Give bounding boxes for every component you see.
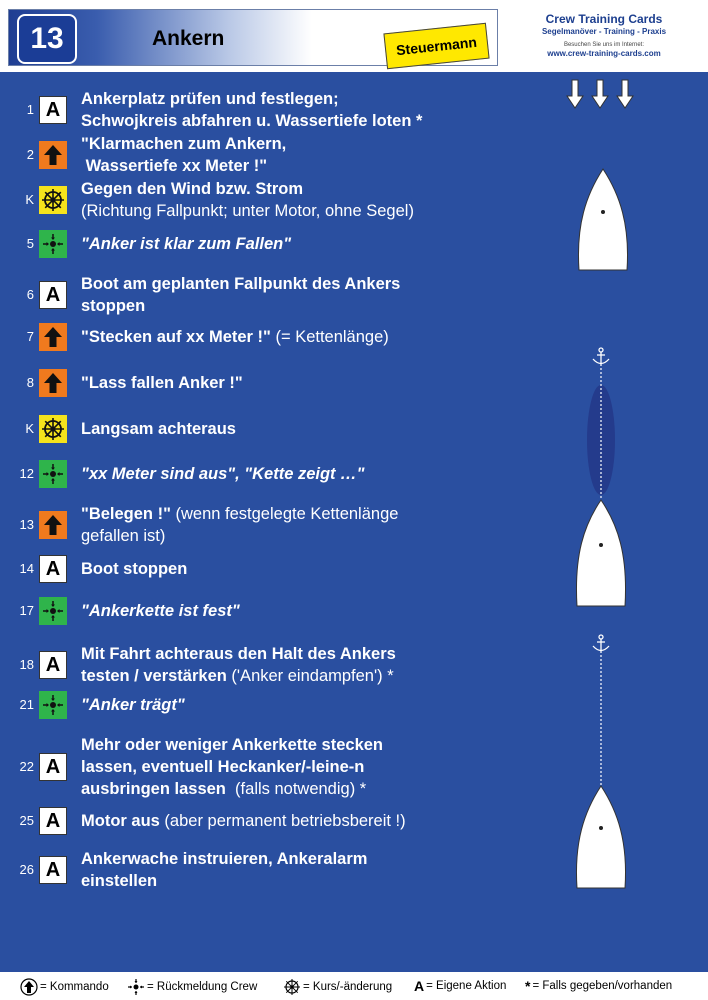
step-number: 18 [19,657,34,672]
step-text-bold: Mehr oder weniger Ankerkette stecken [81,736,383,754]
step-number: 25 [19,813,34,828]
step-text [81,133,476,177]
step-number: 14 [19,561,34,576]
step-text [81,326,476,348]
crew-report-icon [39,597,67,625]
step-text [81,694,476,716]
step-text-line [81,643,476,665]
step-row [0,326,470,356]
step-text [81,273,476,317]
step-text-bold: Boot stoppen [81,560,188,578]
action-a-icon: A [39,651,67,679]
step-text-bold: Mit Fahrt achteraus den Halt des Ankers [81,645,396,663]
step-text [81,418,476,440]
step-text-bold: "xx Meter sind aus", "Kette zeigt …" [81,465,365,483]
step-number: 12 [19,466,34,481]
step-row [0,418,470,448]
step-text-bold: ausbringen lassen [81,780,226,798]
action-a-icon: A [39,807,67,835]
step-text-line [81,848,476,870]
step-text [81,600,476,622]
action-a-icon: A [39,753,67,781]
role-badge: Steuermann [383,23,489,70]
step-text-line [81,503,476,525]
step-text-line [81,525,476,547]
step-text-line [81,778,476,800]
step-text-line [81,756,476,778]
step-text-line [81,665,476,687]
step-text-line [81,810,476,832]
step-text-line [81,463,476,485]
step-text-bold: Gegen den Wind bzw. Strom [81,180,303,198]
step-text [81,643,476,687]
step-number: 2 [26,147,34,162]
step-text [81,734,476,800]
step-number: 26 [19,862,34,877]
step-text [81,88,476,132]
step-text-bold: "Anker ist klar zum Fallen" [81,235,292,253]
step-text-line [81,734,476,756]
step-text [81,503,476,547]
step-row [0,734,470,800]
step-number: 6 [26,287,34,302]
step-text-bold: "Stecken auf xx Meter !" [81,328,271,346]
step-text-bold: Ankerwache instruieren, Ankeralarm [81,850,368,868]
step-number: 1 [26,102,34,117]
step-text-bold: "Ankerkette ist fest" [81,602,240,620]
legend-footer [0,972,708,1000]
step-text [81,463,476,485]
step-text-normal: gefallen ist) [81,527,166,545]
step-text-line [81,870,476,892]
brand-block [508,12,700,58]
crew-report-icon [39,691,67,719]
step-text-normal: (Richtung Fallpunkt; unter Motor, ohne Segel) [81,202,414,220]
step-text-line [81,326,476,348]
card-number: 13 [17,14,77,64]
step-number: K [25,421,34,436]
command-arrow-icon [39,323,67,351]
step-row [0,273,470,317]
step-text-line [81,418,476,440]
step-text-bold: "Lass fallen Anker !" [81,374,243,392]
crew-report-icon [127,978,145,996]
step-text-bold: Boot am geplanten Fallpunkt des Ankers [81,275,401,293]
brand-url-link[interactable]: www.crew-training-cards.com [547,49,661,58]
step-text-bold: einstellen [81,872,158,890]
command-arrow-icon [39,369,67,397]
action-a-icon: A [39,96,67,124]
step-text-line [81,110,476,132]
step-text [81,372,476,394]
step-row [0,848,470,892]
step-row [0,600,470,630]
step-text-line [81,372,476,394]
step-text [81,558,476,580]
step-text-line [81,295,476,317]
step-row [0,503,470,547]
step-number: 7 [26,329,34,344]
legend-kommando: = Kommando [20,978,109,996]
boat-icon [576,786,625,888]
wind-arrows-icon [567,80,633,108]
step-text [81,810,476,832]
helm-wheel-icon [39,186,67,214]
shadow-ellipse [587,385,615,495]
step-row [0,133,470,177]
crew-report-icon [39,230,67,258]
step-row [0,463,470,493]
anchor-icon [593,348,609,366]
step-text-line [81,600,476,622]
action-a-icon: A [39,856,67,884]
step-text-bold: Schwojkreis abfahren u. Wassertiefe loten * [81,112,423,130]
step-text-normal: (= Kettenlänge) [270,328,389,346]
step-text [81,848,476,892]
step-row [0,372,470,402]
step-number: 17 [19,603,34,618]
step-text [81,233,476,255]
step-text-bold: Langsam achteraus [81,420,236,438]
step-number: 13 [19,517,34,532]
step-text-bold: testen / verstärken [81,667,227,685]
header [0,0,708,72]
step-row [0,558,470,588]
step-number: 22 [19,759,34,774]
step-text-line [81,273,476,295]
step-text-line [81,88,476,110]
step-text-bold: Wassertiefe xx Meter !" [81,157,268,175]
step-text-normal: ('Anker eindampfen') * [226,667,394,685]
step-row [0,810,470,840]
boat-icon [578,169,627,270]
command-arrow-icon [39,511,67,539]
legend-rueckmeldung: = Rückmeldung Crew [127,978,257,996]
step-text-line [81,694,476,716]
step-row [0,178,470,222]
brand-title: Crew Training Cards [545,12,663,26]
step-number: 21 [19,697,34,712]
legend-kurs: = Kurs/-änderung [283,978,392,996]
brand-subtitle: Segelmanöver - Training - Praxis [541,27,667,36]
step-text-line [81,558,476,580]
boat-icon [576,500,625,606]
page-title: Ankern [152,27,225,50]
helm-wheel-icon [39,415,67,443]
step-text-bold: Motor aus [81,812,160,830]
step-text-bold: "Anker trägt" [81,696,185,714]
crew-report-icon [39,460,67,488]
step-text-line [81,233,476,255]
action-a-icon: A [39,555,67,583]
step-text-bold: stoppen [81,297,146,315]
legend-falls: * = Falls gegeben/vorhanden [525,978,673,994]
helm-wheel-icon [283,978,301,996]
step-row [0,88,470,132]
step-text-line [81,178,476,200]
anchor-icon [593,635,609,653]
step-text-normal: (falls notwendig) * [225,780,367,798]
step-text [81,178,476,222]
step-number: 5 [26,236,34,251]
step-text-bold: "Belegen !" [81,505,171,523]
step-text-normal: (wenn festgelegte Kettenlänge [170,505,399,523]
step-row [0,233,470,263]
command-arrow-icon [39,141,67,169]
step-number: K [25,192,34,207]
step-text-bold: lassen, eventuell Heckanker/-leine-n [81,758,365,776]
step-text-line [81,155,476,177]
step-text-normal: (aber permanent betriebsbereit !) [159,812,406,830]
step-text-bold: "Klarmachen zum Ankern, [81,135,287,153]
arrow-up-circle-icon [20,978,38,996]
brand-visit-text: Besuchen Sie uns im Internet: [563,42,645,48]
step-row [0,694,470,724]
legend-aktion: A = Eigene Aktion [414,978,507,994]
action-a-icon: A [39,281,67,309]
step-row [0,643,470,687]
step-text-bold: Ankerplatz prüfen und festlegen; [81,90,339,108]
step-number: 8 [26,375,34,390]
step-text-line [81,200,476,222]
step-text-line [81,133,476,155]
